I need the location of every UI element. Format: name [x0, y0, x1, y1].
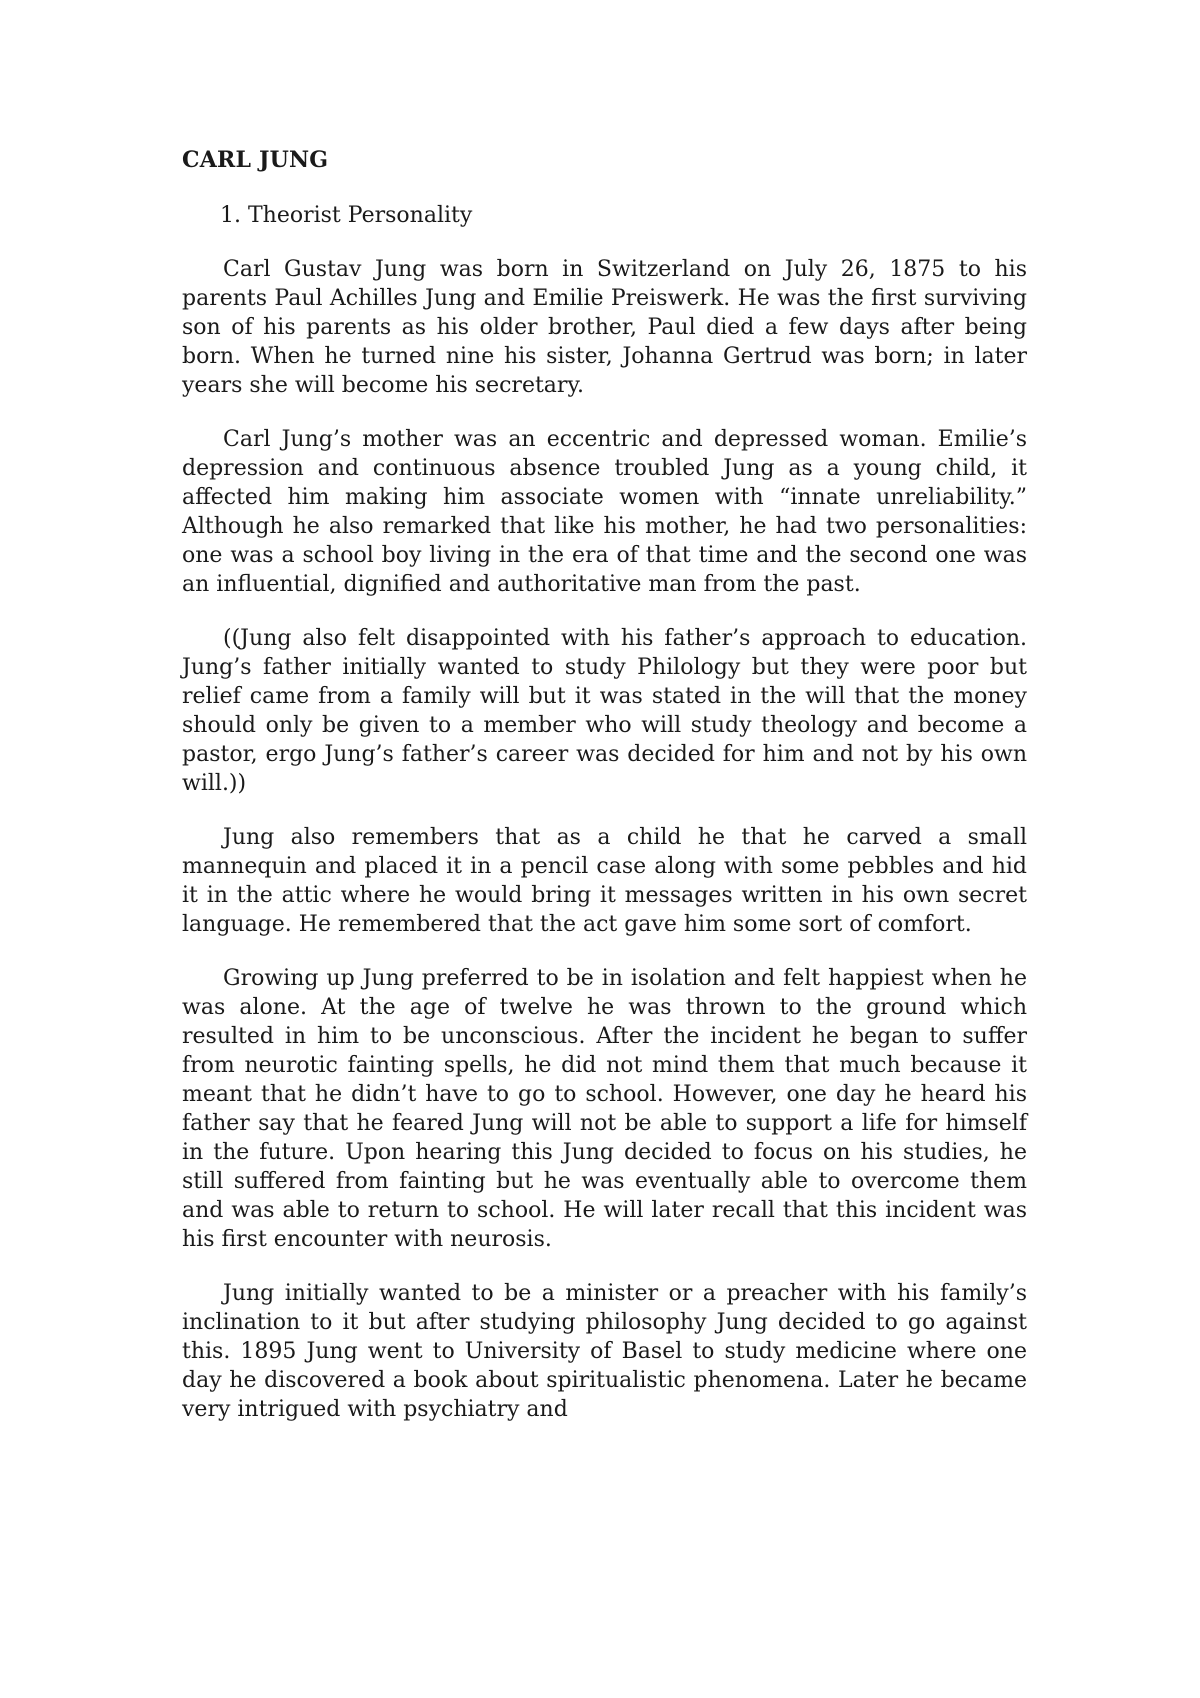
paragraph-father: ((Jung also felt disappointed with his father’s approach to education. Jung’s father initially wanted to study Philology but they were poor but relief came from a family will but it was stated in the will that the money should only be given to a member who will study theology and become a pastor, ergo Jung’s father’s career was decided for him and not by his own will.)) [182, 626, 1027, 796]
paragraph-mannequin: Jung also remembers that as a child he that he carved a small mannequin and placed it in a pencil case along with some pebbles and hid it in the attic where he would bring it messages written in his own secret language. He remembered that the act gave him some sort of comfort. [182, 825, 1027, 937]
paragraph-mother: Carl Jung’s mother was an eccentric and depressed woman. Emilie’s depression and continuous absence troubled Jung as a young child, it affected him making him associate women with “innate unreliability.” Although he also remarked that like his mother, he had two personalities: one was a school boy living in the era of that time and the second one was an influential, dignified and authoritative man from the past. [182, 427, 1027, 597]
paragraph-birth: Carl Gustav Jung was born in Switzerland on July 26, 1875 to his parents Paul Achilles Jung and Emilie Preiswerk. He was the first surviving son of his parents as his older brother, Paul died a few days after being born. When he turned nine his sister, Johanna Gertrud was born; in later years she will become his secretary. [182, 257, 1027, 398]
document-title: CARL JUNG [182, 147, 329, 173]
section-heading: 1. Theorist Personality [220, 203, 473, 228]
paragraph-isolation: Growing up Jung preferred to be in isolation and felt happiest when he was alone. At the age of twelve he was thrown to the ground which resulted in him to be unconscious. After the incident he began to suffer from neurotic fainting spells, he did not mind them that much because it meant that he didn’t have to go to school. However, one day he heard his father say that he feared Jung will not be able to support a life for himself in the future. Upon hearing this Jung decided to focus on his studies, he still suffered from fainting but he was eventually able to overcome them and was able to return to school. He will later recall that this incident was his first encounter with neurosis. [182, 966, 1027, 1252]
document-body [182, 146, 1027, 1424]
paragraph-university: Jung initially wanted to be a minister or a preacher with his family’s inclination to it but after studying philosophy Jung decided to go against this. 1895 Jung went to University of Basel to study medicine where one day he discovered a book about spiritualistic phenomena. Later he became very intrigued with psychiatry and [182, 1281, 1027, 1422]
